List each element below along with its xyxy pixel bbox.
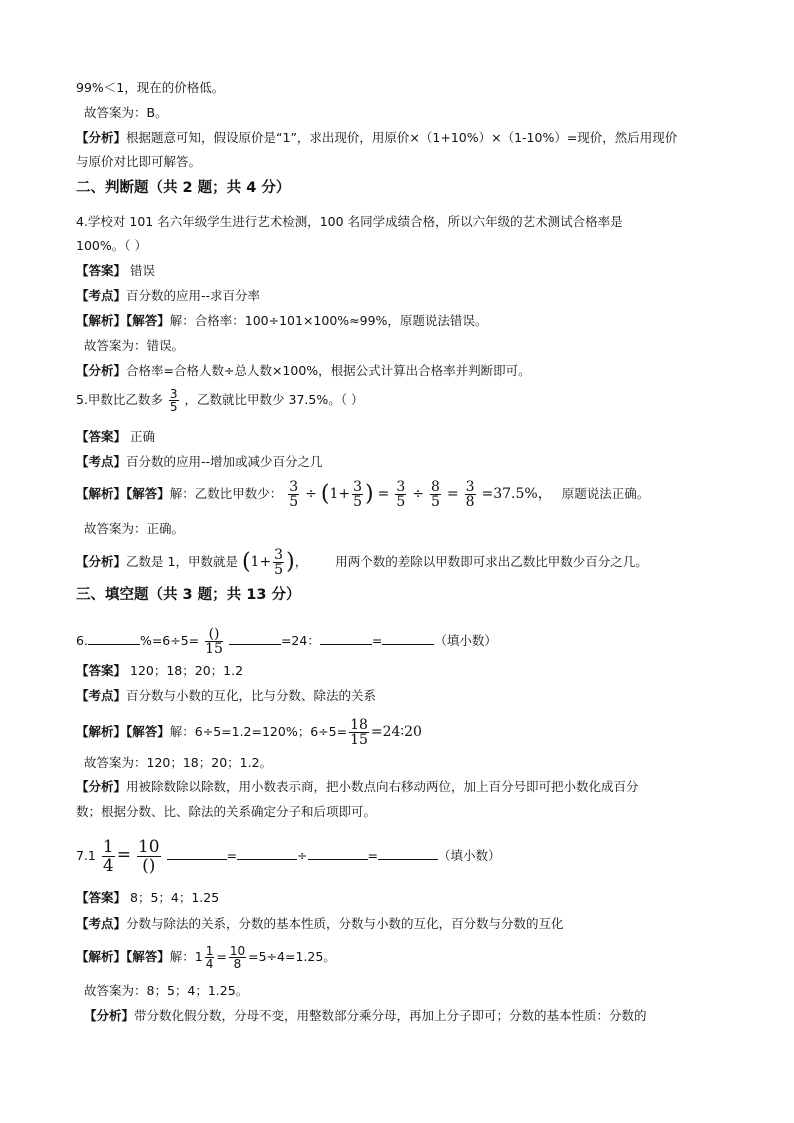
analysis-fraction: [273, 548, 284, 577]
frac-b-num: 3: [353, 479, 363, 495]
top-result-line: 99%＜1，现在的价格低。: [76, 80, 225, 95]
frac-d-num: 8: [430, 479, 440, 495]
explain-text: 解：合格率：100÷101×100%≈99%，原题说法错误。: [169, 313, 488, 328]
equals-sign: =: [216, 949, 227, 964]
q7-point: [76, 916, 564, 932]
q6-explain: [76, 718, 422, 747]
q4-explain: [76, 313, 487, 329]
q5-analysis: [76, 548, 648, 577]
fraction-numerator: 3: [274, 547, 284, 563]
analysis-tag: 【分析】: [76, 554, 127, 569]
point-tag: 【考点】: [76, 288, 127, 303]
paren-open: (: [320, 481, 330, 507]
fraction-numerator: 10: [137, 837, 160, 857]
q5-answer: [76, 429, 155, 445]
fraction-denominator: 8: [233, 957, 242, 971]
explain-text: 解：6÷5=1.2=120%；6÷5=: [169, 724, 348, 739]
q5-conclusion: 故答案为：正确。: [84, 521, 185, 536]
fraction-denominator: 5: [169, 400, 178, 414]
answer-value: 正确: [126, 429, 155, 444]
fraction-numerator: (): [205, 627, 223, 642]
q5-text: [76, 388, 363, 413]
comma: ，: [294, 554, 308, 569]
point-tag: 【考点】: [76, 688, 127, 703]
q4-point: [76, 288, 260, 304]
blank-2[interactable]: [237, 848, 297, 860]
fraction-denominator: 15: [350, 732, 368, 748]
q4-text-line2: 100%。（ ）: [76, 238, 147, 253]
explain-ratio: =24∶20: [370, 724, 422, 740]
frac-a-den: 5: [289, 494, 299, 510]
analysis-text: 带分数化假分数，分母不变，用整数部分乘分母，再加上分子即可；分数的基本性质：分数的: [134, 1008, 647, 1023]
q4-answer: [76, 263, 155, 279]
q7-explain: [76, 945, 336, 970]
analysis-text: 用被除数除以除数，用小数表示商，把小数点向右移动两位，加上百分号即可把小数化成百分: [126, 779, 639, 794]
frac-e-den: 8: [465, 494, 475, 510]
divide-sign: ÷: [412, 486, 424, 502]
result-percent: =37.5%，: [481, 486, 552, 502]
explain-tag: 【解析】【解答】: [76, 486, 170, 501]
q5-text-a: 5.甲数比乙数多: [76, 392, 163, 407]
fraction-denominator: 4: [205, 957, 214, 971]
q6-text: [76, 627, 497, 656]
point-text: 分数与除法的关系，分数的基本性质，分数与小数的互化，百分数与分数的互化: [126, 916, 564, 931]
frac-a-num: 3: [289, 479, 299, 495]
answer-value: 8；5；4；1.25: [126, 890, 220, 905]
q6-fraction: [205, 627, 223, 656]
q5-fraction: [169, 388, 179, 413]
frac-b: [352, 480, 363, 509]
q5-explain: [76, 480, 649, 509]
frac-d-den: 5: [430, 494, 440, 510]
answer-value: 120；18；20；1.2: [126, 663, 244, 678]
point-tag: 【考点】: [76, 916, 127, 931]
q7-text-4: （填小数）: [438, 848, 501, 863]
blank-1[interactable]: [88, 633, 140, 645]
q6-analysis-line2: 数；根据分数、比、除法的关系确定分子和后项即可。: [76, 804, 377, 819]
explain-text: 解：乙数比甲数少：: [169, 486, 283, 501]
explain-tag: 【解析】【解答】: [76, 313, 170, 328]
q4-conclusion: 故答案为：错误。: [84, 338, 185, 353]
answer-value: 错误: [126, 263, 155, 278]
equals-sign: =: [446, 486, 459, 502]
frac-e-num: 3: [465, 479, 475, 495]
answer-tag: 【答案】: [76, 263, 127, 278]
one-plus: 1+: [329, 486, 351, 502]
frac-c-num: 3: [396, 479, 406, 495]
explain-fraction-1: [205, 945, 215, 970]
q6-text-4: （填小数）: [434, 633, 497, 648]
explain-text: =5÷4=1.25。: [248, 949, 336, 964]
divide-sign: ÷: [305, 486, 317, 502]
frac-c-den: 5: [396, 494, 406, 510]
analysis-text: 用两个数的差除以甲数即可求出乙数比甲数少百分之几。: [335, 554, 648, 569]
explain-fraction: [349, 718, 369, 747]
analysis-text: 合格率=合格人数÷总人数×100%，根据公式计算出合格率并判断即可。: [126, 363, 531, 378]
frac-e: [465, 480, 476, 509]
q7-text: [76, 838, 501, 875]
q7-fraction-1: [102, 838, 115, 875]
blank-3[interactable]: [320, 633, 372, 645]
section3-title: 三、填空题（共 3 题；共 13 分）: [76, 587, 301, 603]
q6-number: 6.: [76, 633, 88, 648]
q7-number: 7.1: [76, 848, 96, 863]
point-tag: 【考点】: [76, 454, 127, 469]
top-analysis-line1: [76, 130, 677, 146]
q5-point: [76, 454, 323, 470]
top-analysis-line2: 与原价对比即可解答。: [76, 154, 202, 169]
q6-analysis-line1: [76, 779, 639, 795]
analysis-tag: 【分析】: [84, 1008, 135, 1023]
analysis-text: 根据题意可知，假设原价是“1”，求出现价，用原价×（1+10%）×（1-10%）=现价，然后用现价: [126, 130, 678, 145]
paren-open: (: [241, 549, 251, 575]
q6-point: [76, 688, 376, 704]
fraction-numerator: 1: [205, 944, 214, 958]
fraction-numerator: 10: [229, 944, 246, 958]
q7-text-3: =: [367, 848, 379, 863]
equals-sign: =: [116, 845, 131, 865]
q6-answer: [76, 663, 243, 679]
point-text: 百分数与小数的互化，比与分数、除法的关系: [126, 688, 377, 703]
one-plus: 1+: [250, 554, 272, 570]
fraction-denominator: 15: [205, 641, 223, 657]
top-conclusion: 故答案为：B。: [84, 105, 168, 120]
fraction-denominator: (): [142, 856, 156, 876]
fraction-numerator: 1: [102, 837, 114, 857]
fraction-denominator: 5: [274, 562, 284, 578]
paren-close: ): [286, 549, 295, 575]
blank-1[interactable]: [167, 848, 227, 860]
analysis-tag: 【分析】: [76, 130, 127, 145]
blank-4[interactable]: [378, 848, 438, 860]
blank-4[interactable]: [382, 633, 434, 645]
analysis-text: 乙数是 1，甲数就是: [126, 554, 238, 569]
section2-title: 二、判断题（共 2 题；共 4 分）: [76, 180, 291, 196]
explain-fraction-2: [229, 945, 246, 970]
q7-analysis: [84, 1008, 647, 1024]
answer-tag: 【答案】: [76, 663, 127, 678]
blank-2[interactable]: [229, 633, 281, 645]
analysis-tag: 【分析】: [76, 363, 127, 378]
q7-answer: [76, 890, 219, 906]
q5-text-b: ，乙数就比甲数少 37.5%。（ ）: [184, 392, 364, 407]
explain-text: 解：1: [169, 949, 203, 964]
answer-tag: 【答案】: [76, 429, 127, 444]
q6-text-2: =24：: [280, 633, 320, 648]
fraction-numerator: 18: [350, 717, 368, 733]
q6-text-3: =: [371, 633, 383, 648]
analysis-tag: 【分析】: [76, 779, 127, 794]
q6-text-1: %=6÷5=: [139, 633, 200, 648]
explain-tag: 【解析】【解答】: [76, 724, 170, 739]
equals-sign: =: [377, 486, 390, 502]
blank-3[interactable]: [308, 848, 368, 860]
explain-text: 原题说法正确。: [561, 486, 650, 501]
q7-text-1: =: [226, 848, 238, 863]
frac-c: [395, 480, 406, 509]
paren-close: ): [365, 481, 374, 507]
point-text: 百分数的应用--增加或减少百分之几: [126, 454, 323, 469]
q7-fraction-2: [137, 838, 161, 875]
frac-b-den: 5: [353, 494, 363, 510]
q7-conclusion: 故答案为：8；5；4；1.25。: [84, 983, 249, 998]
point-text: 百分数的应用--求百分率: [126, 288, 261, 303]
q4-text-line1: 4.学校对 101 名六年级学生进行艺术检测，100 名同学成绩合格，所以六年级的艺术测试合格率是: [76, 214, 623, 229]
fraction-denominator: 4: [102, 856, 114, 876]
frac-a: [288, 480, 299, 509]
fraction-numerator: 3: [169, 387, 178, 401]
q4-analysis: [76, 363, 531, 379]
q6-conclusion: 故答案为：120；18；20；1.2。: [84, 755, 273, 770]
frac-d: [430, 480, 441, 509]
answer-tag: 【答案】: [76, 890, 127, 905]
q7-text-2: ÷: [297, 848, 308, 863]
explain-tag: 【解析】【解答】: [76, 949, 170, 964]
